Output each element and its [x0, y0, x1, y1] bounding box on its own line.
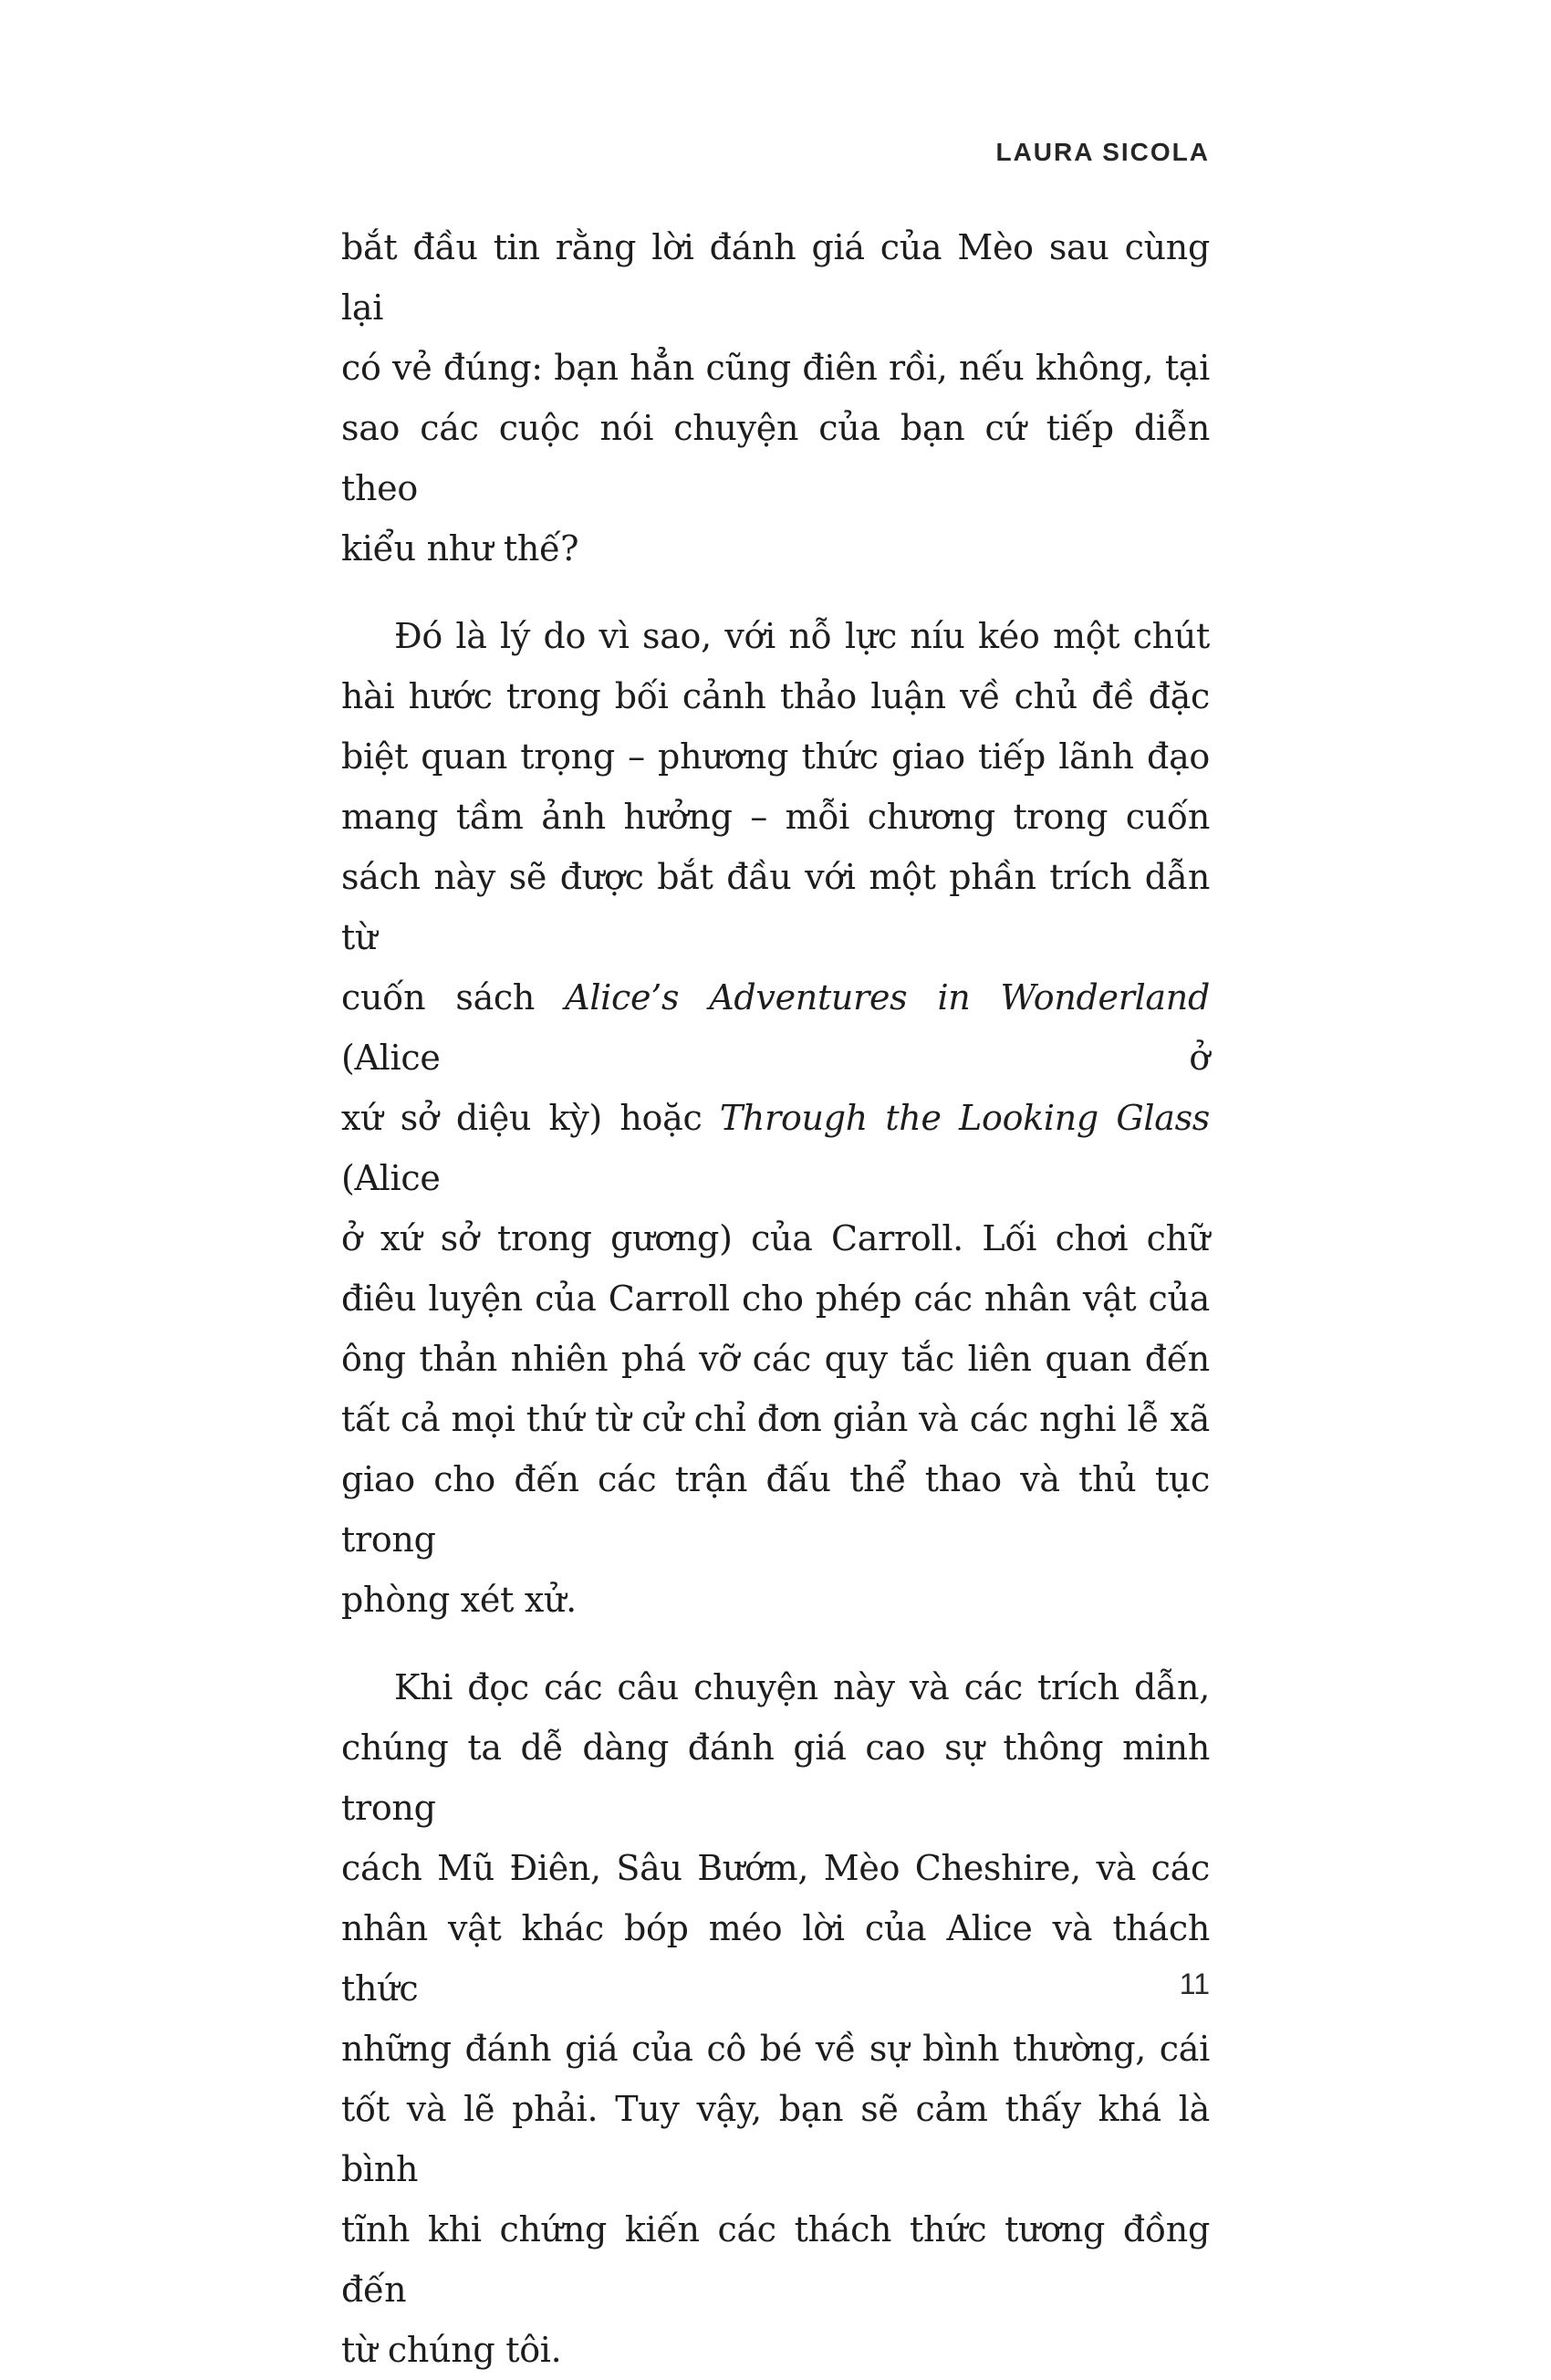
text-line	[341, 1208, 1210, 1268]
text-line	[341, 398, 1210, 518]
text-line	[341, 666, 1210, 726]
text-line	[341, 2320, 1210, 2380]
book-page	[341, 137, 1210, 2370]
text-line	[341, 1717, 1210, 1838]
text-segment: những đánh giá của cô bé về sự bình thường, cái	[341, 2029, 1210, 2069]
body-text	[341, 217, 1210, 2380]
text-segment: giao cho đến các trận đấu thể thao và thủ tục trong	[341, 1459, 1210, 1560]
text-line	[341, 2079, 1210, 2199]
text-segment: ở xứ sở trong gương) của Carroll. Lối chơi chữ	[341, 1218, 1210, 1258]
italic-title-text: Through the Looking Glass	[719, 1098, 1210, 1138]
page-number: 11	[1179, 1968, 1210, 2000]
text-line	[341, 1898, 1210, 2019]
text-segment: ông thản nhiên phá vỡ các quy tắc liên quan đến	[341, 1339, 1210, 1379]
text-line	[341, 1329, 1210, 1389]
text-line	[341, 1389, 1210, 1449]
text-segment: tốt và lẽ phải. Tuy vậy, bạn sẽ cảm thấy khá là bình	[341, 2089, 1210, 2189]
text-line	[341, 338, 1210, 398]
text-line	[341, 1088, 1210, 1208]
text-line	[341, 847, 1210, 967]
text-line	[341, 217, 1210, 338]
paragraph	[341, 1657, 1210, 2380]
text-line	[341, 1268, 1210, 1329]
text-line	[341, 2199, 1210, 2320]
text-line	[341, 606, 1210, 666]
text-segment: xứ sở diệu kỳ) hoặc	[341, 1098, 720, 1138]
text-line	[341, 1657, 1210, 1717]
text-segment: bắt đầu tin rằng lời đánh giá của Mèo sau cùng lại	[341, 227, 1210, 328]
text-segment: tĩnh khi chứng kiến các thách thức tương đồng đến	[341, 2209, 1210, 2310]
text-segment: chúng ta dễ dàng đánh giá cao sự thông minh trong	[341, 1728, 1210, 1828]
text-segment: phòng xét xử.	[341, 1580, 577, 1620]
text-line	[341, 787, 1210, 847]
text-segment: kiểu như thế?	[341, 528, 579, 569]
text-segment: tất cả mọi thứ từ cử chỉ đơn giản và các nghi lễ xã	[341, 1399, 1210, 1439]
paragraph	[341, 606, 1210, 1630]
text-segment: hài hước trong bối cảnh thảo luận về chủ đề đặc	[341, 676, 1210, 716]
text-line	[341, 1449, 1210, 1570]
text-segment: cách Mũ Điên, Sâu Bướm, Mèo Cheshire, và các	[341, 1848, 1210, 1888]
text-segment: có vẻ đúng: bạn hẳn cũng điên rồi, nếu không, tại	[341, 348, 1210, 388]
text-line	[341, 1570, 1210, 1630]
text-segment: nhân vật khác bóp méo lời của Alice và thách thức	[341, 1908, 1210, 2009]
text-segment: (Alice ở	[341, 1038, 1210, 1078]
text-line	[341, 2019, 1210, 2079]
paragraph	[341, 217, 1210, 579]
text-segment: cuốn sách	[341, 977, 566, 1018]
text-segment: Khi đọc các câu chuyện này và các trích dẫn,	[394, 1667, 1210, 1707]
text-segment: sách này sẽ được bắt đầu với một phần trích dẫn từ	[341, 857, 1210, 957]
text-segment: sao các cuộc nói chuyện của bạn cứ tiếp diễn theo	[341, 408, 1210, 508]
text-line	[341, 1838, 1210, 1898]
text-segment: từ chúng tôi.	[341, 2330, 562, 2370]
running-head: LAURA SICOLA	[995, 138, 1210, 166]
text-segment: biệt quan trọng – phương thức giao tiếp lãnh đạo	[341, 736, 1210, 777]
italic-title-text: Alice’s Adventures in Wonderland	[565, 977, 1210, 1018]
text-line	[341, 967, 1210, 1088]
text-line	[341, 726, 1210, 787]
text-segment: (Alice	[341, 1158, 441, 1198]
text-segment: điêu luyện của Carroll cho phép các nhân vật của	[341, 1279, 1210, 1319]
text-segment: Đó là lý do vì sao, với nỗ lực níu kéo một chút	[394, 616, 1210, 656]
text-line	[341, 518, 1210, 579]
text-segment: mang tầm ảnh hưởng – mỗi chương trong cuốn	[341, 797, 1210, 837]
